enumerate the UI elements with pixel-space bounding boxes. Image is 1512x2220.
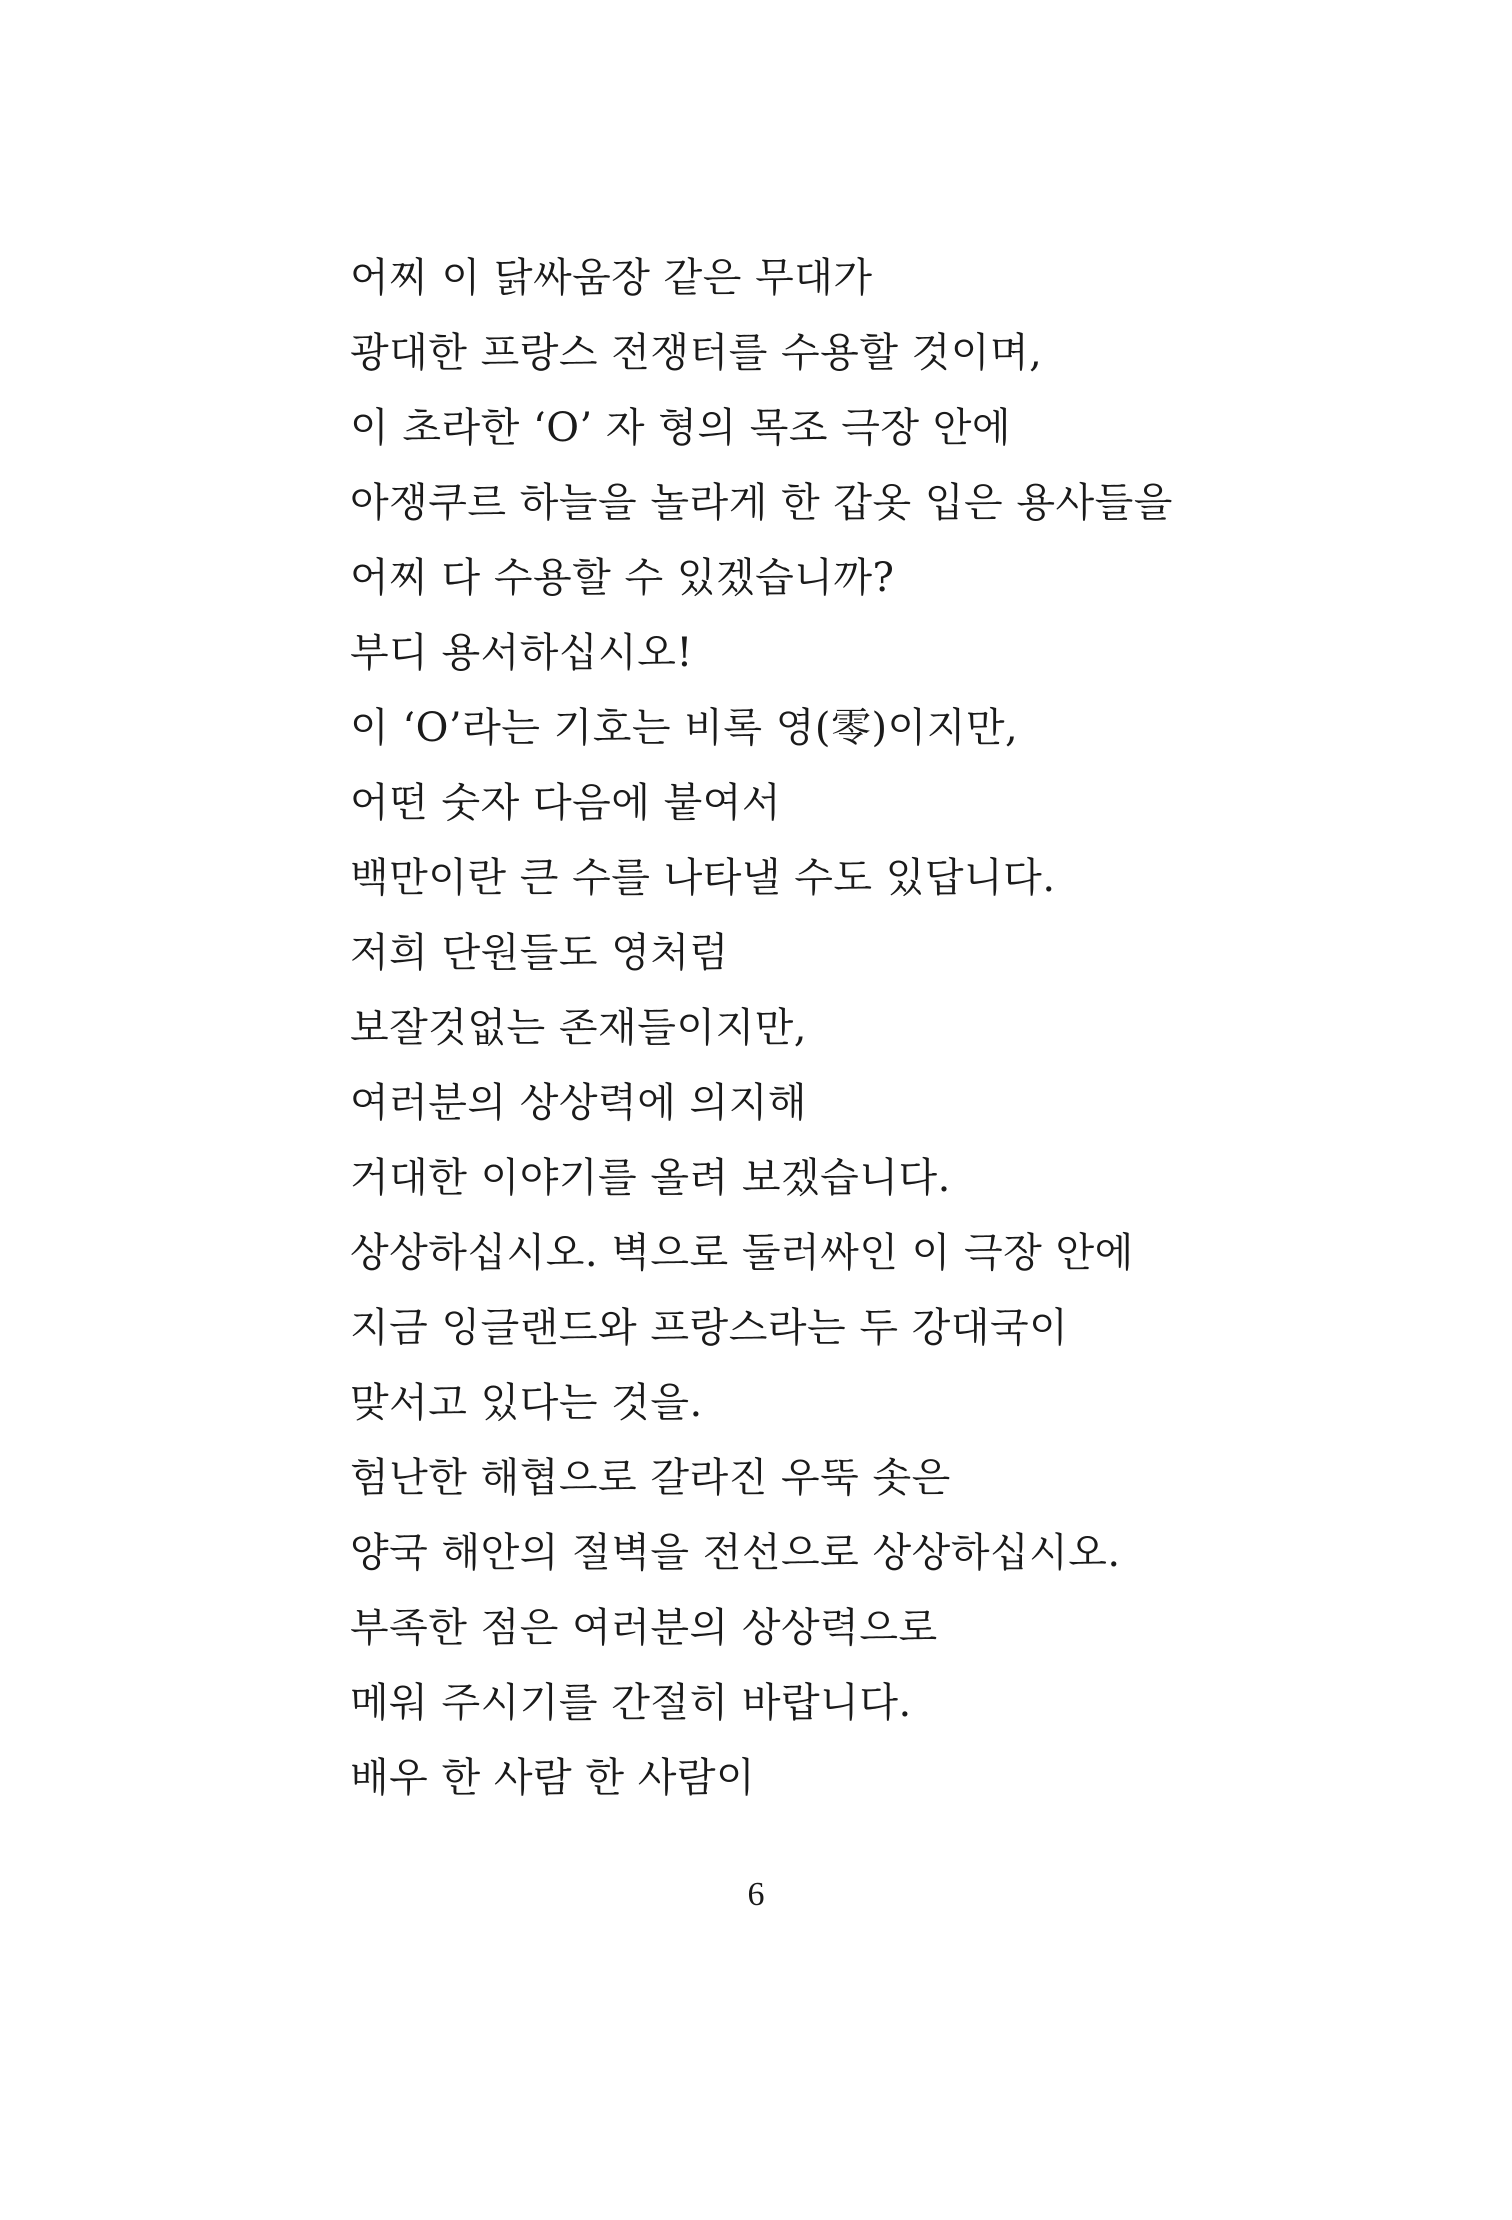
verse-line: 광대한 프랑스 전쟁터를 수용할 것이며,: [350, 330, 1043, 376]
verse-line: 상상하십시오. 벽으로 둘러싸인 이 극장 안에: [350, 1230, 1134, 1276]
page-number: 6: [747, 1876, 765, 1913]
verse-line: 맞서고 있다는 것을.: [350, 1380, 703, 1426]
verse-line: 지금 잉글랜드와 프랑스라는 두 강대국이: [350, 1305, 1069, 1351]
verse-line: 어찌 다 수용할 수 있겠습니까?: [350, 555, 895, 601]
verse-line: 아쟁쿠르 하늘을 놀라게 한 갑옷 입은 용사들을: [350, 480, 1173, 526]
verse-line: 험난한 해협으로 갈라진 우뚝 솟은: [350, 1455, 951, 1501]
verse-line: 어떤 숫자 다음에 붙여서: [350, 780, 782, 826]
verse-line: 부디 용서하십시오!: [350, 630, 693, 676]
verse-line: 보잘것없는 존재들이지만,: [350, 1005, 807, 1051]
verse-line: 이 초라한 ‘O’ 자 형의 목조 극장 안에: [350, 405, 1012, 451]
verse-line: 저희 단원들도 영처럼: [350, 930, 729, 976]
verse-line: 어찌 이 닭싸움장 같은 무대가: [350, 255, 873, 301]
verse-line: 양국 해안의 절벽을 전선으로 상상하십시오.: [350, 1530, 1121, 1576]
verse-line: 거대한 이야기를 올려 보겠습니다.: [350, 1155, 951, 1201]
verse-block: [350, 250, 1400, 1825]
verse-line: 부족한 점은 여러분의 상상력으로: [350, 1605, 938, 1651]
verse-line: 메워 주시기를 간절히 바랍니다.: [350, 1680, 912, 1726]
verse-line: 여러분의 상상력에 의지해: [350, 1080, 807, 1126]
verse-line: 배우 한 사람 한 사람이: [350, 1755, 756, 1801]
verse-line: 이 ‘O’라는 기호는 비록 영(零)이지만,: [350, 705, 1019, 751]
verse-line: 백만이란 큰 수를 나타낼 수도 있답니다.: [350, 855, 1056, 901]
